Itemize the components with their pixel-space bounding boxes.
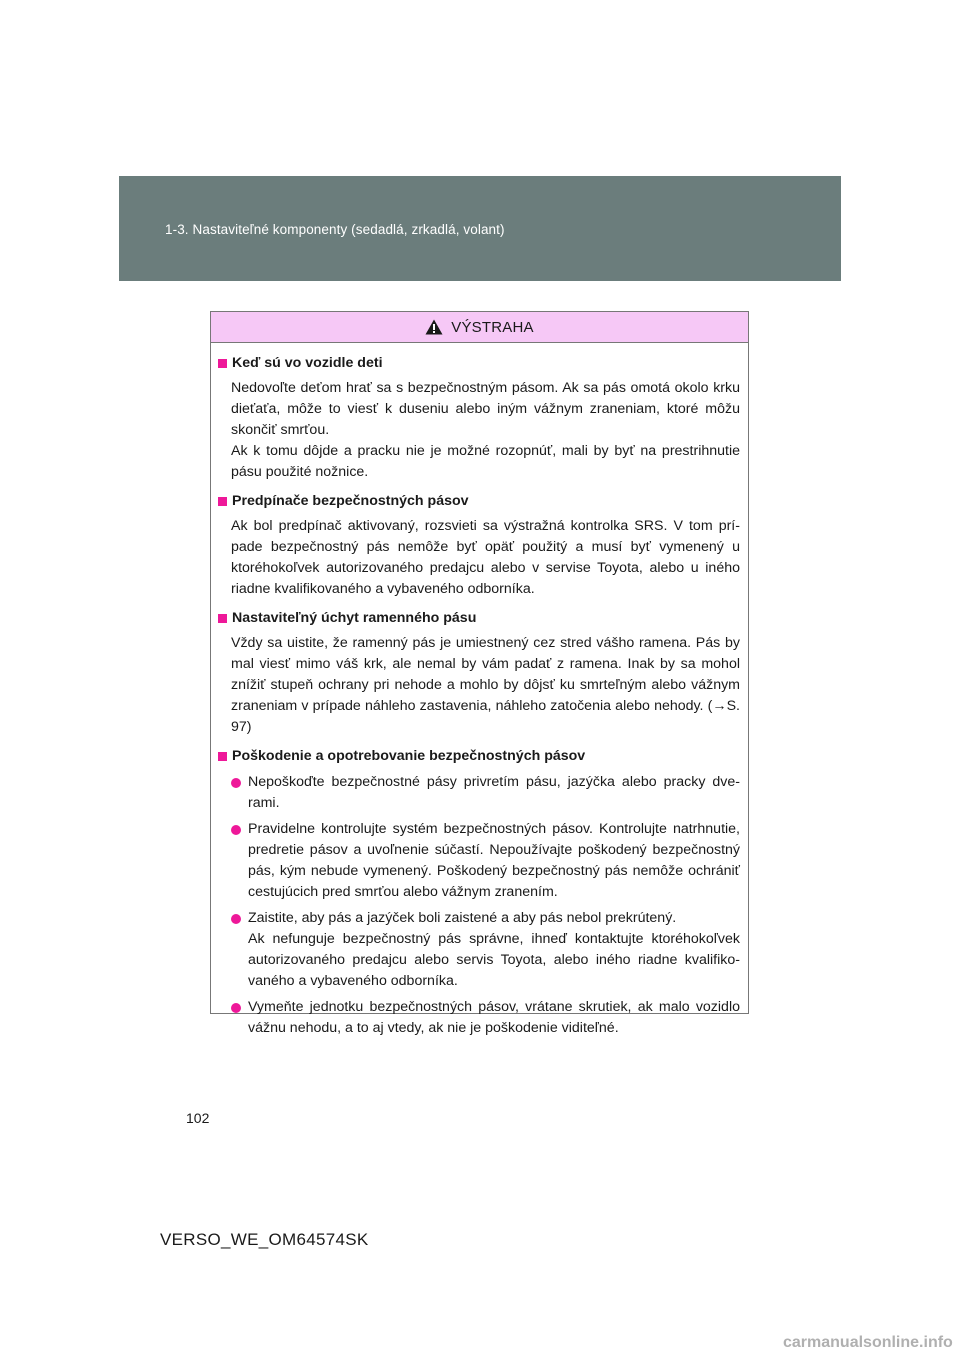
section-paragraph: Vždy sa uistite, že ramenný pás je umiestnený cez stred vášho ramena. Pás by mal viesť mimo váš krk, ale nemal by vám padať z ramena. Inak by sa mohol znížiť stupeň ochrany pri nehode a mohlo by dôjsť ku smrteľným alebo vážnym zraneniam v prípade náhleho zastavenia, náhleho zatočenia alebo nehody. (→S. 97) xyxy=(231,635,740,735)
warning-body xyxy=(211,343,748,1039)
chapter-header xyxy=(119,176,841,281)
square-bullet-icon xyxy=(218,359,227,368)
section-title: Nastaviteľný úchyt ramenného pásu xyxy=(232,610,477,626)
section-children xyxy=(218,353,740,483)
warning-title: VÝSTRAHA xyxy=(451,318,534,336)
section-title: Predpínače bezpečnostných pásov xyxy=(232,493,469,509)
round-bullet-icon xyxy=(231,825,241,835)
document-code: VERSO_WE_OM64574SK xyxy=(160,1230,369,1249)
section-paragraph: Ak bol predpínač aktivovaný, rozsvieti sa výstražná kontrolka SRS. V tom prípade bezpečnostný pás nemôže byť opäť použitý a musí byť vymenený u ktoréhokoľvek autorizovaného predajcu alebo v servise Toyota, alebo u iného riadne kvalifikovaného a vybaveného odborníka. xyxy=(231,518,740,597)
square-bullet-icon xyxy=(218,614,227,623)
section-paragraph: Nedovoľte deťom hrať sa s bezpečnostným pásom. Ak sa pás omotá okolo krku dieťaťa, môže to viesť k duseniu alebo iným vážnym zraneniam, ktoré môžu skončiť smrťou. Ak k tomu dôjde a pracku nie je možné rozopnúť, mali by byť na prestrihnutie pásu použité nožnice. xyxy=(231,380,740,480)
section-shoulder-anchor xyxy=(218,608,740,738)
round-bullet-icon xyxy=(231,1003,241,1013)
page-number: 102 xyxy=(186,1110,210,1126)
round-bullet-icon xyxy=(231,914,241,924)
square-bullet-icon xyxy=(218,497,227,506)
section-title: Poškodenie a opotrebovanie bezpečnostných pásov xyxy=(232,748,586,764)
list-item: Zaistite, aby pás a jazýček boli zaistené a aby pás nebol prekrútený. Ak nefunguje bezpečnostný pás správne, ihneď kontaktujte ktoréhokoľvek autorizovaného predajcu alebo servis Toyota, alebo iného riadne kvalifikovaného a vybaveného odborníka. xyxy=(231,908,740,992)
breadcrumb: 1-3. Nastaviteľné komponenty (sedadlá, zrkadlá, volant) xyxy=(165,222,505,237)
round-bullet-icon xyxy=(231,778,241,788)
warning-triangle-icon xyxy=(425,319,443,335)
section-damage xyxy=(218,746,740,1039)
section-title: Keď sú vo vozidle deti xyxy=(232,355,383,371)
section-pretensioners xyxy=(218,491,740,600)
list-item: Pravidelne kontrolujte systém bezpečnostných pásov. Kontrolujte natrhnutie, predretie pásov a uvoľnenie súčastí. Nepoužívajte poškodený bezpečnostný pás, kým nebude vymenený. Poškodený bezpečnostný pás nemôže ochrániť cestujúcich pred smrťou alebo vážnym zranením. xyxy=(231,819,740,903)
list-item: Vymeňte jednotku bezpečnostných pásov, vrátane skrutiek, ak malo vozidlo vážnu nehodu, a to aj vtedy, ak nie je poškodenie viditeľné. xyxy=(231,997,740,1039)
watermark: carmanualsonline.info xyxy=(783,1334,953,1351)
warning-header xyxy=(211,312,748,343)
list-item: Nepoškoďte bezpečnostné pásy privretím pásu, jazýčka alebo pracky dverami. xyxy=(231,772,740,814)
square-bullet-icon xyxy=(218,752,227,761)
warning-box xyxy=(210,311,749,1036)
